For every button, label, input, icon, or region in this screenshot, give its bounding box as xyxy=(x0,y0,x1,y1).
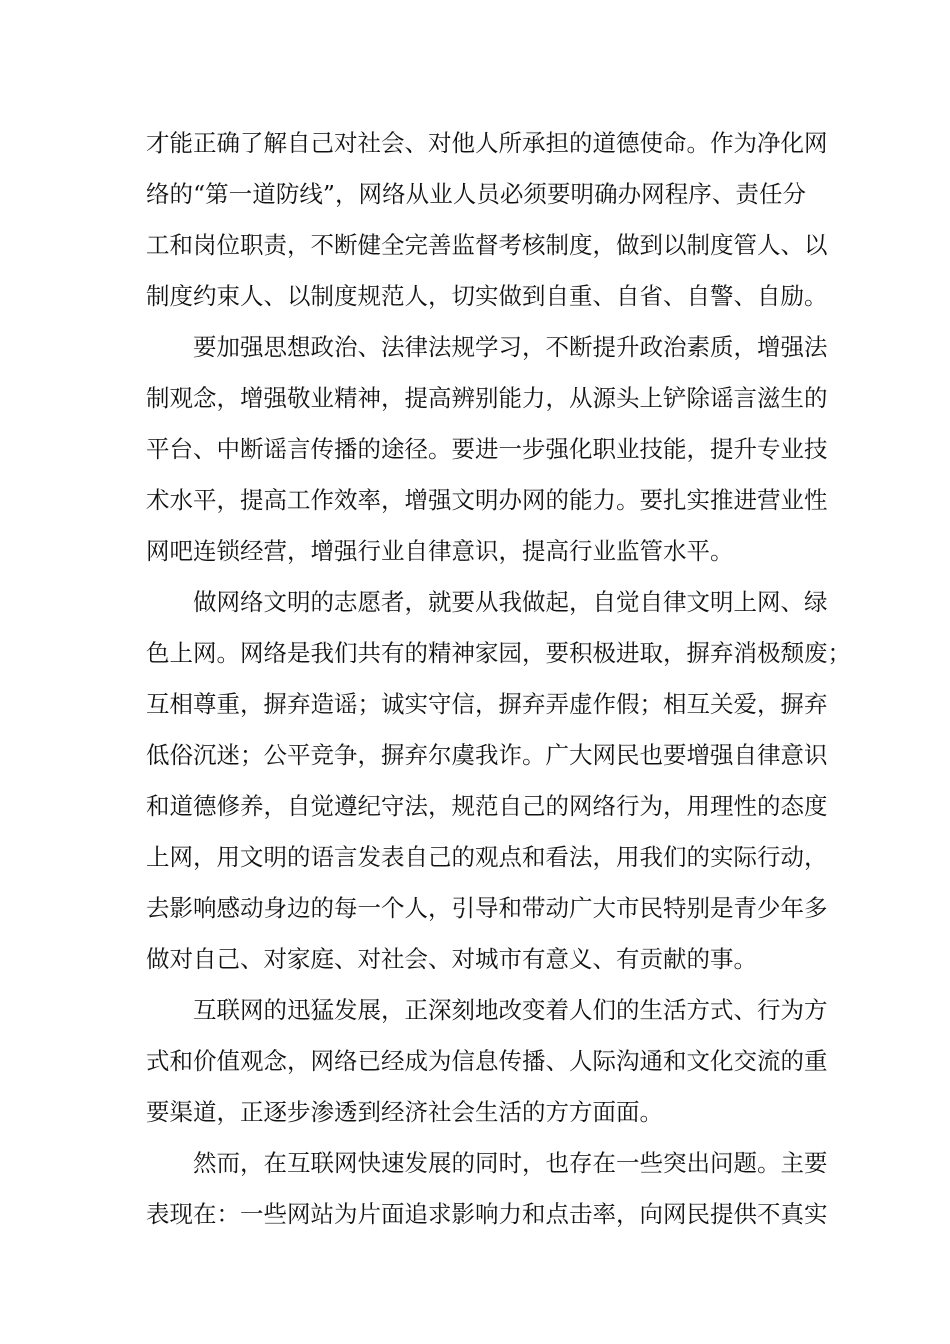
text-line: 表现在：一些网站为片面追求影响力和点击率，向网民提供不真实 xyxy=(146,1200,828,1228)
document-body xyxy=(146,118,851,1240)
text-line: 网吧连锁经营，增强行业自律意识，提高行业监管水平。 xyxy=(146,537,734,565)
text-line: 要渠道，正逐步渗透到经济社会生活的方方面面。 xyxy=(146,1098,663,1126)
text-line: 要加强思想政治、法律法规学习，不断提升政治素质，增强法 xyxy=(193,333,828,361)
paragraph xyxy=(146,322,828,577)
text-line: 工和岗位职责，不断健全完善监督考核制度，做到以制度管人、以 xyxy=(146,231,828,259)
text-line: 络的“第一道防线”，网络从业人员必须要明确办网程序、责任分 xyxy=(146,180,806,208)
paragraph xyxy=(146,118,828,322)
text-line: 平台、中断谣言传播的途径。要进一步强化职业技能，提升专业技 xyxy=(146,435,828,463)
text-line: 然而，在互联网快速发展的同时，也存在一些突出问题。主要 xyxy=(193,1149,828,1177)
text-line: 上网，用文明的语言发表自己的观点和看法，用我们的实际行动， xyxy=(146,843,828,871)
text-line: 做对自己、对家庭、对社会、对城市有意义、有贡献的事。 xyxy=(146,945,757,973)
text-line: 色上网。网络是我们共有的精神家园，要积极进取，摒弃消极颓废； xyxy=(146,639,851,667)
text-line: 制度约束人、以制度规范人，切实做到自重、自省、自警、自励。 xyxy=(146,282,828,310)
text-line: 制观念，增强敬业精神，提高辨别能力，从源头上铲除谣言滋生的 xyxy=(146,384,828,412)
text-line: 互相尊重，摒弃造谣；诚实守信，摒弃弄虚作假；相互关爱，摒弃 xyxy=(146,690,828,718)
text-line: 低俗沉迷；公平竞争，摒弃尔虞我诈。广大网民也要增强自律意识 xyxy=(146,741,828,769)
text-line: 术水平，提高工作效率，增强文明办网的能力。要扎实推进营业性 xyxy=(146,486,828,514)
paragraph xyxy=(146,985,828,1138)
text-line: 互联网的迅猛发展，正深刻地改变着人们的生活方式、行为方 xyxy=(193,996,828,1024)
text-line: 式和价值观念，网络已经成为信息传播、人际沟通和文化交流的重 xyxy=(146,1047,828,1075)
text-line: 才能正确了解自己对社会、对他人所承担的道德使命。作为净化网 xyxy=(146,129,828,157)
text-line: 去影响感动身边的每一个人，引导和带动广大市民特别是青少年多 xyxy=(146,894,828,922)
paragraph xyxy=(146,577,851,985)
paragraph xyxy=(146,1138,828,1240)
text-line: 做网络文明的志愿者，就要从我做起，自觉自律文明上网、绿 xyxy=(193,588,828,616)
text-line: 和道德修养，自觉遵纪守法，规范自己的网络行为，用理性的态度 xyxy=(146,792,828,820)
